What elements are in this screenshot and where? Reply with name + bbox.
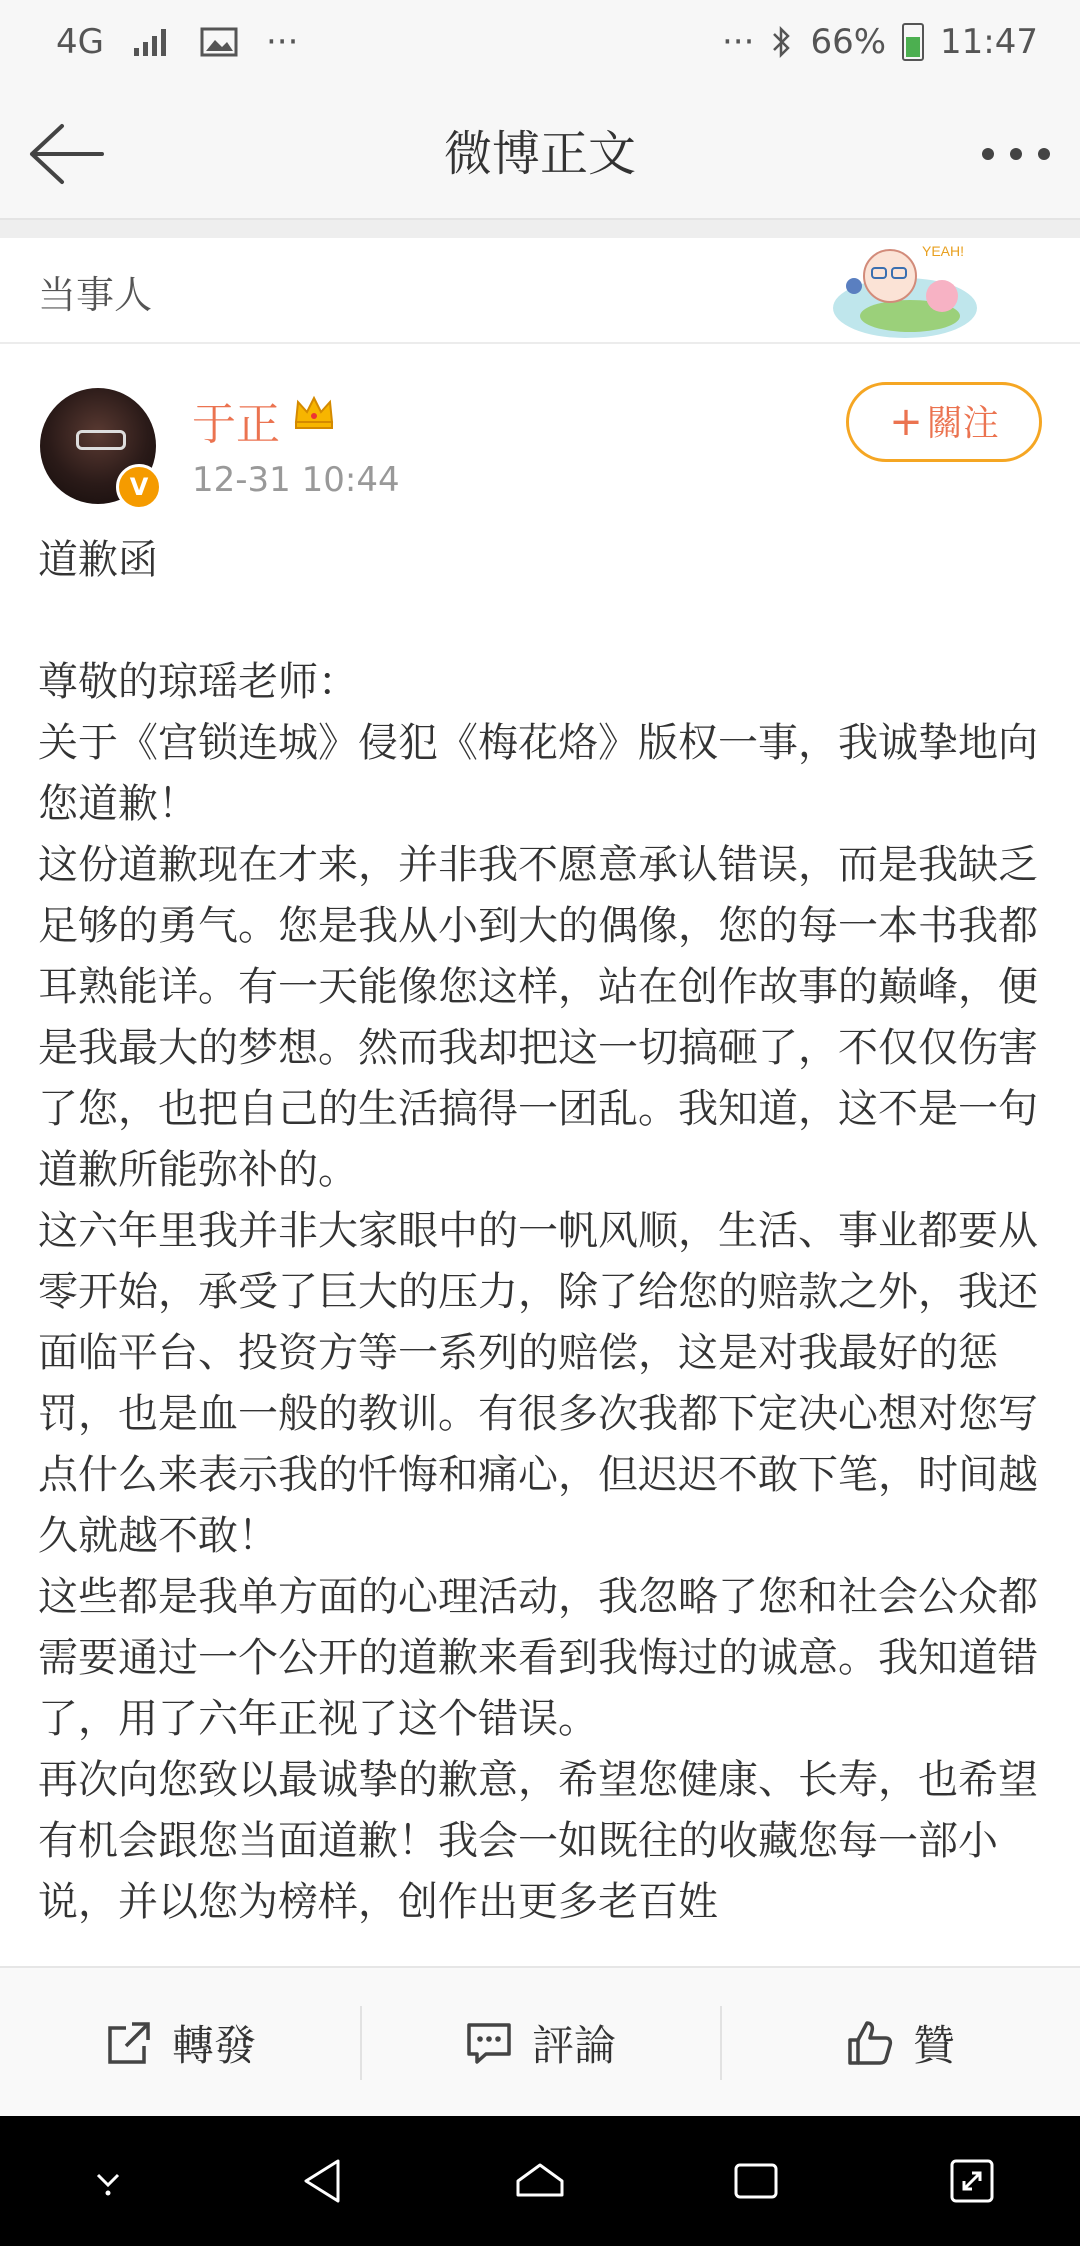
thumbs-up-icon — [845, 2018, 895, 2068]
signal-icon — [132, 26, 172, 58]
expand-screen-icon[interactable] — [942, 2151, 1002, 2211]
like-label: 贊 — [912, 2021, 955, 2070]
battery-icon — [902, 23, 924, 61]
bluetooth-icon — [770, 25, 794, 59]
avatar-photo — [76, 430, 126, 450]
image-icon — [200, 26, 238, 58]
comment-button[interactable] — [360, 1968, 720, 2118]
hide-keyboard-icon[interactable] — [78, 2151, 138, 2211]
recents-nav-icon[interactable] — [726, 2151, 786, 2211]
comment-icon — [464, 2018, 514, 2068]
repost-button[interactable] — [0, 1968, 360, 2118]
battery-percent: 66% — [810, 22, 887, 62]
follow-label: 關注 — [926, 403, 999, 444]
post-time: 12-31 10:44 — [192, 460, 400, 500]
page-title: 微博正文 — [443, 126, 636, 182]
status-bar — [0, 0, 1080, 90]
network-icon: 4G — [56, 22, 104, 62]
plus-icon: + — [889, 399, 923, 445]
comment-label: 評論 — [531, 2021, 616, 2070]
username[interactable]: 于正 — [192, 399, 280, 450]
more-status-icon: ··· — [722, 22, 755, 62]
verified-badge-icon: V — [116, 464, 162, 510]
svg-text:YEAH!: YEAH! — [922, 243, 965, 259]
follow-button[interactable] — [846, 382, 1042, 462]
post-text: 道歉函 尊敬的琼瑶老师： 关于《宫锁连城》侵犯《梅花烙》版权一事，我诚挚地向您道歉！ 这份道歉现在才来，并非我不愿意承认错误，而是我缺乏足够的勇气。您是我从小到大的偶像，您的每一本书我都耳熟能详。有一天能像您这样，站在创作故事的巅峰，便是我最大的梦想。然而我却把这一切搞砸了，不仅仅伤害了您，也把自己的生活搞得一团乱。我知道，这不是一句道歉所能弥补的。 这六年里我并非大家眼中的一帆风顺，生活、事业都要从零开始，承受了巨大的压力，除了给您的赔款之外，我还面临平台、投资方等一系列的赔偿，这是对我最好的惩罚，也是血一般的教训。有很多次我都下定决心想对您写点什么来表示我的忏悔和痛心，但迟迟不敢下笔，时间越久就越不敢！ 这些都是我单方面的心理活动，我忽略了您和社会公众都需要通过一个公开的道歉来看到我悔过的诚意。我知道错了，用了六年正视了这个错误。 再次向您致以最诚挚的歉意，希望您健康、长寿，也希望有机会跟您当面道歉！我会一如既往的收藏您每一部小说，并以您为榜样，创作出更多老百姓 — [38, 537, 1038, 1925]
banner-label: 当事人 — [38, 273, 153, 317]
home-nav-icon[interactable] — [510, 2151, 570, 2211]
crown-icon — [292, 392, 336, 432]
back-nav-icon[interactable] — [294, 2151, 354, 2211]
system-nav-bar — [0, 2116, 1080, 2246]
nav-bar — [0, 90, 1080, 220]
avatar[interactable] — [40, 388, 156, 504]
repost-label: 轉發 — [171, 2021, 256, 2070]
like-button[interactable] — [720, 1968, 1080, 2118]
party-banner[interactable] — [0, 238, 1080, 344]
repost-icon — [104, 2018, 154, 2068]
cartoon-sticker-icon — [830, 238, 980, 342]
more-options-icon[interactable] — [974, 124, 1058, 184]
divider — [0, 220, 1080, 238]
clock: 11:47 — [940, 22, 1038, 62]
more-notifications-icon: ··· — [265, 22, 299, 62]
action-bar — [0, 1966, 1080, 2118]
